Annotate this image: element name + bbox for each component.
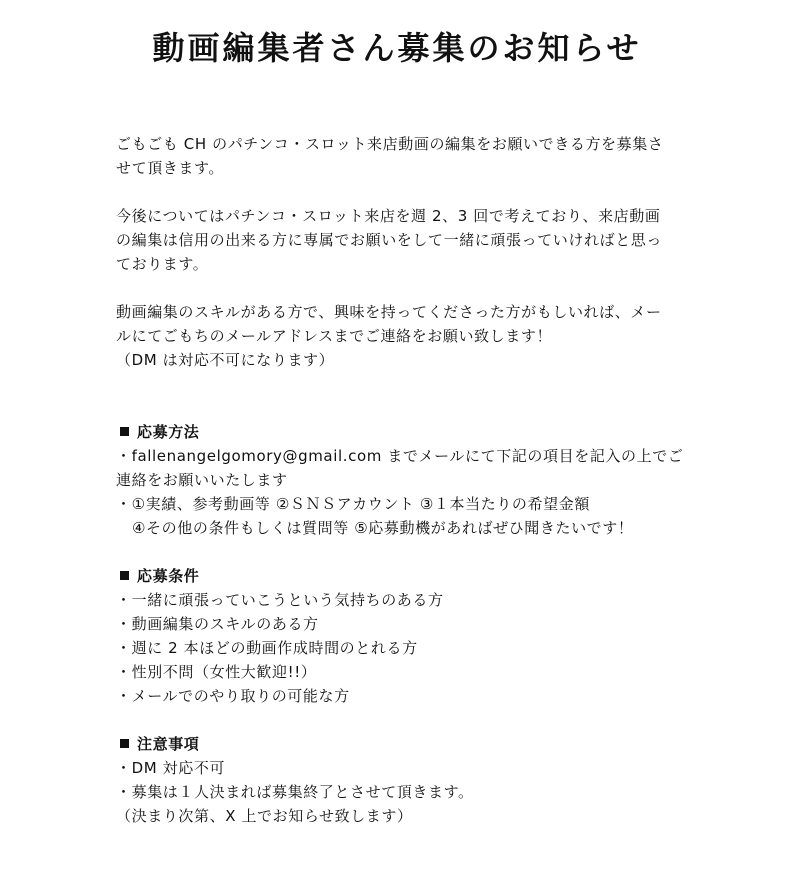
requirements-section — [116, 564, 686, 708]
note-item: ・DM 対応不可 — [116, 759, 226, 777]
notes-heading — [116, 732, 686, 756]
contact-request-paragraph — [116, 300, 686, 372]
how-to-apply-line: ・①実績、参考動画等 ②ＳＮＳアカウント ③１本当たりの希望金額 — [116, 495, 590, 513]
intro-line: せて頂きます。 — [116, 159, 225, 177]
notes-heading-text: 注意事項 — [137, 735, 200, 753]
plan-line: 今後についてはパチンコ・スロット来店を週 2、3 回で考えており、来店動画 — [116, 207, 661, 225]
how-to-apply-section — [116, 420, 686, 540]
how-to-apply-line: 連絡をお願いいたします — [116, 471, 288, 489]
contact-request-line: ルにてごもちのメールアドレスまでご連絡をお願い致します！ — [116, 327, 553, 345]
how-to-apply-heading — [116, 420, 686, 444]
requirement-item: ・一緒に頑張っていこうという気持ちのある方 — [116, 591, 444, 609]
contact-request-line: 動画編集のスキルがある方で、興味を持ってくださった方がもしいれば、メー — [116, 303, 662, 321]
requirement-item: ・動画編集のスキルのある方 — [116, 615, 319, 633]
contact-request-line: （DM は対応不可になります） — [116, 351, 335, 369]
plan-paragraph — [116, 204, 686, 276]
page-title: 動画編集者さん募集のお知らせ — [152, 29, 642, 67]
square-bullet-icon — [120, 571, 129, 580]
intro-line: ごもごも CH のパチンコ・スロット来店動画の編集をお願いできる方を募集さ — [116, 135, 664, 153]
plan-line: の編集は信用の出来る方に専属でお願いをして一緒に頑張っていければと思っ — [116, 231, 663, 249]
requirement-item: ・週に 2 本ほどの動画作成時間のとれる方 — [116, 639, 418, 657]
how-to-apply-line: ・fallenangelgomory@gmail.com までメールにて下記の項目を記入の上でご — [116, 447, 684, 465]
notes-footer: （決まり次第、X 上でお知らせ致します） — [116, 807, 413, 825]
requirements-heading-text: 応募条件 — [137, 567, 200, 585]
requirement-item: ・メールでのやり取りの可能な方 — [116, 687, 350, 705]
requirements-heading — [116, 564, 686, 588]
plan-line: ております。 — [116, 255, 209, 273]
requirement-item: ・性別不問（女性大歓迎!!） — [116, 663, 317, 681]
intro-paragraph — [116, 132, 686, 180]
note-item: ・募集は１人決まれば募集終了とさせて頂きます。 — [116, 783, 474, 801]
announcement-body — [116, 132, 686, 852]
square-bullet-icon — [120, 427, 129, 436]
how-to-apply-heading-text: 応募方法 — [137, 423, 200, 441]
notes-section — [116, 732, 686, 828]
how-to-apply-line: ④その他の条件もしくは質問等 ⑤応募動機があればぜひ聞きたいです！ — [132, 519, 634, 537]
square-bullet-icon — [120, 739, 129, 748]
